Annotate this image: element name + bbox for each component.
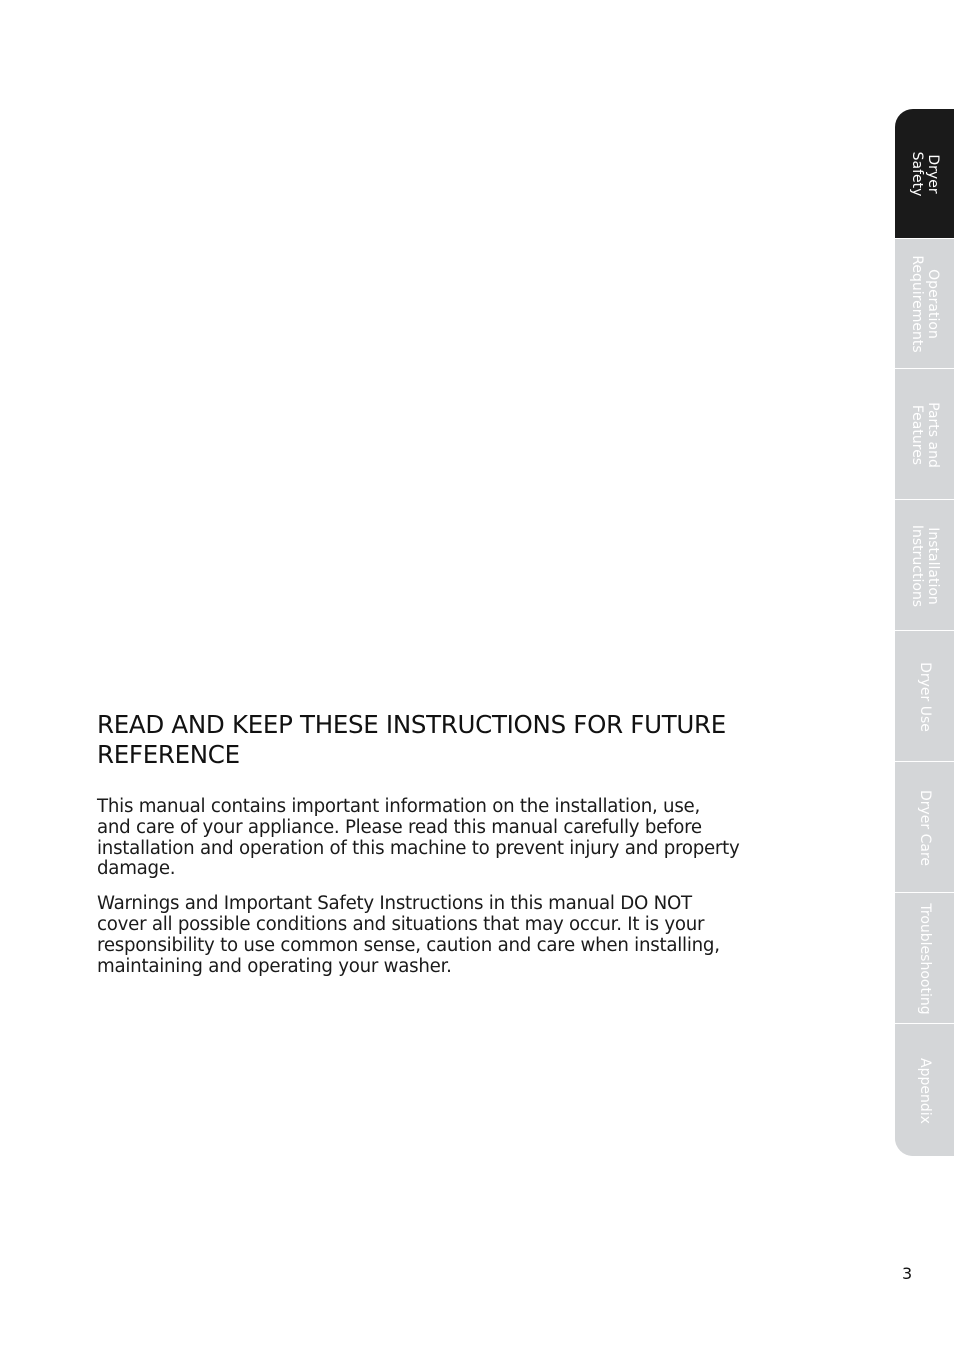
tab-appendix[interactable] [895, 1025, 954, 1156]
tab-label-line: Parts and [924, 401, 941, 468]
paragraph-line: Warnings and Important Safety Instructions in this manual DO NOT [97, 893, 692, 915]
paragraph-line: installation and operation of this machine to prevent injury and property [97, 837, 740, 859]
heading-line: READ AND KEEP THESE INSTRUCTIONS FOR FUTURE [97, 710, 726, 739]
paragraph-line: responsibility to use common sense, caution and care when installing, [97, 934, 720, 956]
section-tabs [895, 109, 954, 1156]
tab-label-line: Dryer Care [916, 789, 933, 866]
tab-dryer-use[interactable] [895, 632, 954, 762]
tab-label-line: Troubleshooting [916, 902, 933, 1015]
tab-label [909, 524, 941, 606]
tab-label [917, 903, 933, 1014]
tab-parts-and-features[interactable] [895, 370, 954, 500]
paragraph-line: maintaining and operating your washer. [97, 955, 452, 977]
tab-dryer-care[interactable] [895, 763, 954, 893]
paragraph-line: damage. [97, 858, 176, 880]
paragraph-line: This manual contains important information on the installation, use, [97, 796, 701, 817]
paragraph-line: cover all possible conditions and situations that may occur. It is your [97, 913, 705, 935]
tab-label-line: Dryer Use [916, 661, 933, 732]
tab-troubleshooting[interactable] [895, 894, 954, 1024]
tab-label [917, 662, 933, 732]
tab-label-line: Dryer [924, 153, 941, 194]
tab-label-line: Safety [908, 151, 925, 196]
paragraph-line: and care of your appliance. Please read this manual carefully before [97, 816, 702, 838]
page-number: 3 [902, 1264, 913, 1283]
tab-label [917, 789, 933, 865]
tab-label [909, 402, 941, 468]
tab-label-line: Requirements [908, 254, 925, 353]
tab-label-line: Operation [924, 268, 941, 339]
tab-label-line: Instructions [908, 524, 925, 607]
tab-label [909, 255, 941, 352]
warning-paragraph [97, 894, 867, 977]
tab-operation-requirements[interactable] [895, 239, 954, 369]
tab-label-line: Features [908, 404, 925, 465]
tab-installation-instructions[interactable] [895, 501, 954, 631]
tab-dryer-safety[interactable] [895, 109, 954, 239]
heading-line: REFERENCE [97, 740, 240, 769]
tab-label-line: Appendix [916, 1057, 933, 1124]
tab-label [909, 151, 941, 196]
main-content [97, 710, 867, 977]
tab-label [917, 1058, 933, 1124]
intro-paragraph [97, 797, 867, 880]
tab-label-line: Installation [924, 526, 941, 605]
page-heading [97, 710, 867, 770]
